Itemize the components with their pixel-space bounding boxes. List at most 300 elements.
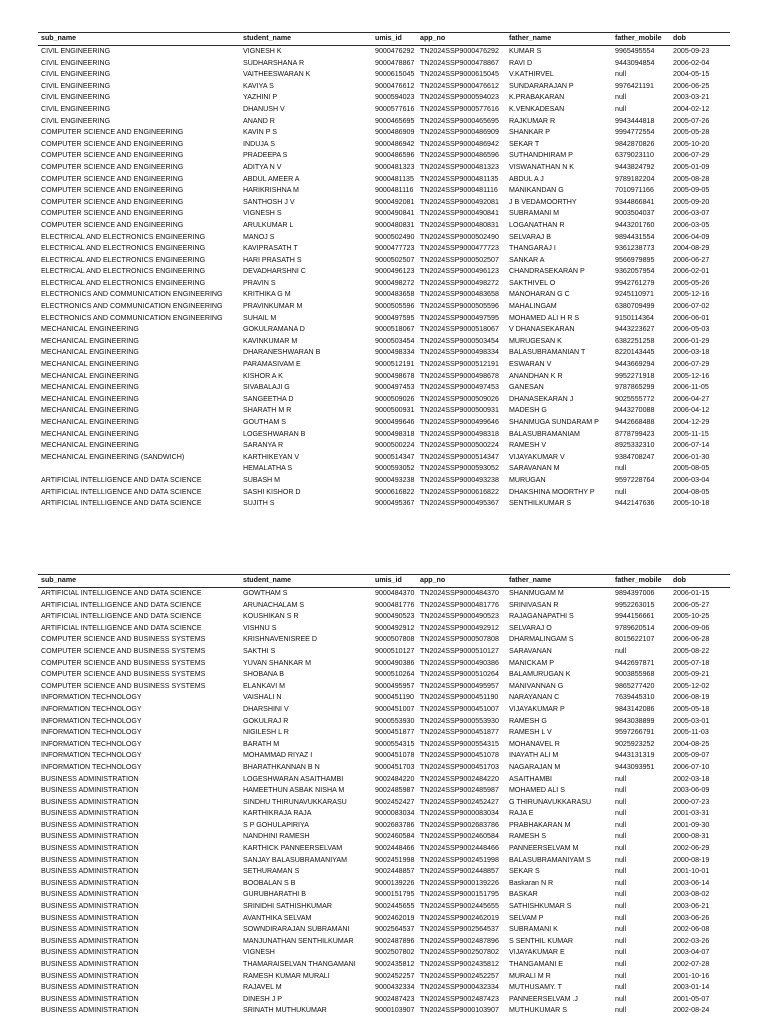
cell-dob: 2001-09-30 <box>673 820 710 829</box>
cell-father_mobile: 9362057954 <box>615 267 655 276</box>
cell-sub_name: ELECTRICAL AND ELECTRONICS ENGINEERING <box>41 267 206 276</box>
cell-sub_name: ELECTRONICS AND COMMUNICATION ENGINEERING <box>41 313 223 322</box>
cell-sub_name: MECHANICAL ENGINEERING (SANDWICH) <box>41 452 185 461</box>
table-row <box>38 866 730 878</box>
cell-dob: 2006-05-03 <box>673 325 710 334</box>
cell-app_no: TN2024SSP9000493238 <box>420 475 499 484</box>
cell-umis_id: 9002452257 <box>375 971 415 980</box>
cell-umis_id: 9000498334 <box>375 348 415 357</box>
cell-student_name: BOOBALAN S B <box>243 878 296 887</box>
table-row <box>38 278 730 290</box>
cell-umis_id: 9000492912 <box>375 623 415 632</box>
table-row <box>38 704 730 716</box>
table-row <box>38 313 730 325</box>
cell-app_no: TN2024SSP9000451007 <box>420 704 499 713</box>
cell-sub_name: BUSINESS ADMINISTRATION <box>41 948 139 957</box>
cell-father_mobile: null <box>615 960 627 968</box>
cell-student_name: SHOBANA B <box>243 670 284 679</box>
table-row <box>38 843 730 855</box>
cell-umis_id: 9002435812 <box>375 960 415 968</box>
cell-father_name: THANGARAJ I <box>509 244 556 253</box>
cell-app_no: TN2024SSP9000083034 <box>420 809 499 818</box>
cell-father_mobile: 7010971166 <box>615 186 654 195</box>
cell-student_name: KISHOR A K <box>243 371 283 380</box>
cell-sub_name: MECHANICAL ENGINEERING <box>41 371 139 380</box>
cell-student_name: RAJAVEL M <box>243 983 282 992</box>
cell-father_name: SRINIVASAN R <box>509 600 559 609</box>
cell-father_name: SELVARAJ O <box>509 623 552 632</box>
cell-father_name: ABDUL A J <box>509 174 544 183</box>
cell-father_mobile: 9865277420 <box>615 681 655 690</box>
cell-father_name: SELVAM P <box>509 913 544 922</box>
table-row <box>38 924 730 936</box>
cell-sub_name: INFORMATION TECHNOLOGY <box>41 762 142 771</box>
cell-app_no: TN2024SSP9000451078 <box>420 751 499 760</box>
cell-father_name: G THIRUNAVUKKARASU <box>509 797 592 806</box>
cell-umis_id: 9000484370 <box>375 589 415 597</box>
cell-app_no: TN2024SSP9000496123 <box>420 267 499 276</box>
cell-student_name: SANJAY BALASUBRAMANIYAM <box>243 855 348 864</box>
cell-student_name: PRAVINKUMAR M <box>243 302 303 311</box>
cell-app_no: TN2024SSP9000484370 <box>420 589 499 597</box>
cell-dob: 2001-05-07 <box>673 994 710 1003</box>
cell-dob: 2005-12-02 <box>673 681 710 690</box>
cell-father_mobile: null <box>615 936 627 945</box>
cell-umis_id: 9000476292 <box>375 47 415 55</box>
cell-dob: 2005-09-20 <box>673 197 710 206</box>
cell-father_mobile: 9894431554 <box>615 232 655 241</box>
table-row <box>38 139 730 151</box>
cell-father_name: DHANASEKARAN J <box>509 394 574 403</box>
cell-dob: 2005-08-05 <box>673 464 710 473</box>
cell-student_name: PARAMASIVAM E <box>243 360 301 369</box>
cell-app_no: TN2024SSP9000594023 <box>420 93 499 102</box>
table-row <box>38 81 730 93</box>
cell-father_name: PRABHAKARAN M <box>509 820 571 829</box>
table-row <box>38 405 730 417</box>
cell-student_name: KARTHICK PANNEERSELVAM <box>243 844 343 853</box>
table-row <box>38 220 730 232</box>
cell-umis_id: 9002445655 <box>375 902 415 911</box>
cell-father_name: SUBRAMANI K <box>509 925 558 934</box>
table-row <box>38 324 730 336</box>
cell-umis_id: 9000615045 <box>375 70 415 79</box>
table-row <box>38 463 730 475</box>
table-header-row <box>38 575 730 588</box>
cell-student_name: VISHNU S <box>243 623 277 632</box>
cell-umis_id: 9002462019 <box>375 913 415 922</box>
cell-sub_name: COMPUTER SCIENCE AND BUSINESS SYSTEMS <box>41 646 206 655</box>
table-header-row <box>38 33 730 46</box>
cell-student_name: GOWTHAM S <box>243 589 288 597</box>
table-row <box>38 750 730 762</box>
cell-sub_name: ARTIFICIAL INTELLIGENCE AND DATA SCIENCE <box>41 499 202 508</box>
cell-sub_name: MECHANICAL ENGINEERING <box>41 394 139 403</box>
cell-sub_name: BUSINESS ADMINISTRATION <box>41 878 139 887</box>
cell-father_name: BALASUBRAMANIAN T <box>509 348 586 357</box>
cell-umis_id: 9002460584 <box>375 832 415 841</box>
cell-app_no: TN2024SSP9000481116 <box>420 186 498 195</box>
cell-sub_name: CIVIL ENGINEERING <box>41 104 111 113</box>
cell-sub_name: BUSINESS ADMINISTRATION <box>41 774 139 783</box>
cell-sub_name: COMPUTER SCIENCE AND BUSINESS SYSTEMS <box>41 658 206 667</box>
cell-father_mobile: null <box>615 774 627 783</box>
cell-sub_name: COMPUTER SCIENCE AND ENGINEERING <box>41 174 184 183</box>
column-header: dob <box>673 576 686 585</box>
table-row <box>38 498 730 510</box>
cell-father_name: J B VEDAMOORTHY <box>509 197 577 206</box>
table-row <box>38 417 730 429</box>
cell-dob: 2006-03-18 <box>673 348 710 357</box>
table-row <box>38 452 730 464</box>
student-table-2 <box>38 574 730 1017</box>
cell-father_mobile: 8015622107 <box>615 635 655 644</box>
cell-father_mobile: 9843142086 <box>615 704 655 713</box>
cell-umis_id: 9000616822 <box>375 487 415 496</box>
cell-umis_id: 9002507802 <box>375 948 415 957</box>
cell-dob: 2003-06-26 <box>673 913 710 922</box>
cell-app_no: TN2024SSP9002683786 <box>420 820 499 829</box>
cell-father_mobile: 9566979895 <box>615 255 655 264</box>
cell-father_mobile: 9942761279 <box>615 278 655 287</box>
table-row <box>38 692 730 704</box>
cell-father_name: SHANKAR P <box>509 128 550 137</box>
cell-umis_id: 9000500224 <box>375 441 415 450</box>
cell-father_mobile: 9442697871 <box>615 658 655 667</box>
cell-father_mobile: null <box>615 913 627 922</box>
cell-umis_id: 9000481323 <box>375 162 415 171</box>
cell-father_mobile: 9952271918 <box>615 371 655 380</box>
table-row <box>38 600 730 612</box>
cell-app_no: TN2024SSP9000139226 <box>420 878 499 887</box>
cell-app_no: TN2024SSP9002448466 <box>420 844 499 853</box>
cell-father_mobile: 9789182204 <box>615 174 655 183</box>
cell-app_no: TN2024SSP9000497595 <box>420 313 499 322</box>
column-header: sub_name <box>41 34 77 43</box>
cell-student_name: GURUBHARATHI B <box>243 890 306 899</box>
cell-dob: 2004-08-29 <box>673 244 710 253</box>
cell-dob: 2005-05-28 <box>673 128 710 137</box>
cell-student_name: SRINATH MUTHUKUMAR <box>243 1006 327 1015</box>
table-row <box>38 243 730 255</box>
table-row <box>38 289 730 301</box>
table-row <box>38 762 730 774</box>
cell-umis_id: 9000490386 <box>375 658 415 667</box>
cell-umis_id: 9000451703 <box>375 762 415 771</box>
cell-sub_name: COMPUTER SCIENCE AND ENGINEERING <box>41 139 184 148</box>
cell-sub_name: BUSINESS ADMINISTRATION <box>41 960 139 968</box>
table-row <box>38 994 730 1006</box>
cell-father_name: MURUGAN <box>509 475 546 484</box>
cell-dob: 2006-04-09 <box>673 232 710 241</box>
table-row <box>38 797 730 809</box>
cell-father_name: SUTHANDHIRAM P <box>509 151 573 160</box>
cell-student_name: KRISHNAVENISREE D <box>243 635 317 644</box>
cell-student_name: NANDHINI RAMESH <box>243 832 310 841</box>
cell-father_name: MANOHARAN G C <box>509 290 570 299</box>
cell-dob: 2005-08-22 <box>673 646 710 655</box>
cell-dob: 2004-05-15 <box>673 70 710 79</box>
cell-app_no: TN2024SSP9002487896 <box>420 936 499 945</box>
cell-father_name: MAHALINGAM <box>509 302 557 311</box>
cell-student_name: SINDHU THIRUNAVUKKARASU <box>243 797 347 806</box>
cell-dob: 2002-06-08 <box>673 925 710 934</box>
cell-father_name: BASKAR <box>509 890 538 899</box>
cell-dob: 2006-01-15 <box>673 589 710 597</box>
cell-father_name: RAJKUMAR R <box>509 116 556 125</box>
cell-father_mobile: 9443131319 <box>615 751 655 760</box>
cell-sub_name: ELECTRICAL AND ELECTRONICS ENGINEERING <box>41 255 206 264</box>
cell-father_mobile: null <box>615 925 627 934</box>
table-row <box>38 611 730 623</box>
cell-app_no: TN2024SSP9000509026 <box>420 394 499 403</box>
cell-app_no: TN2024SSP9000481135 <box>420 174 499 183</box>
cell-student_name: SASHI KISHOR D <box>243 487 301 496</box>
cell-umis_id: 9000490841 <box>375 209 415 218</box>
cell-dob: 2005-09-21 <box>673 670 710 679</box>
table-row <box>38 475 730 487</box>
table-row <box>38 266 730 278</box>
cell-father_mobile: 9943444818 <box>615 116 655 125</box>
cell-father_mobile: 9442668488 <box>615 418 655 426</box>
cell-sub_name: INFORMATION TECHNOLOGY <box>41 728 142 737</box>
cell-sub_name: ARTIFICIAL INTELLIGENCE AND DATA SCIENCE <box>41 623 202 632</box>
cell-father_mobile: null <box>615 93 627 102</box>
cell-umis_id: 9000451190 <box>375 693 414 702</box>
cell-father_name: VIJAYAKUMAR V <box>509 452 565 461</box>
cell-app_no: TN2024SSP9000615045 <box>420 70 499 79</box>
cell-dob: 2006-07-14 <box>673 441 710 450</box>
cell-sub_name: MECHANICAL ENGINEERING <box>41 429 139 438</box>
cell-dob: 2003-08-02 <box>673 890 710 899</box>
cell-app_no: TN2024SSP9000510127 <box>420 646 499 655</box>
cell-father_mobile: null <box>615 902 627 911</box>
cell-father_name: SEKAR S <box>509 867 540 876</box>
cell-app_no: TN2024SSP9000510264 <box>420 670 499 679</box>
cell-sub_name: ARTIFICIAL INTELLIGENCE AND DATA SCIENCE <box>41 475 202 484</box>
cell-student_name: HAMEETHUN ASBAK NISHA M <box>243 786 345 795</box>
cell-student_name: YAZHINI P <box>243 93 278 102</box>
cell-father_mobile: 9597228764 <box>615 475 655 484</box>
cell-student_name: INDUJA S <box>243 139 275 148</box>
cell-father_name: KUMAR S <box>509 47 542 55</box>
table-row <box>38 785 730 797</box>
cell-dob: 2006-08-19 <box>673 693 710 702</box>
table-body <box>38 588 730 1017</box>
cell-dob: 2002-03-18 <box>673 774 710 783</box>
cell-app_no: TN2024SSP9000497453 <box>420 383 499 392</box>
cell-father_name: Baskaran N R <box>509 878 554 887</box>
cell-app_no: TN2024SSP9000518067 <box>420 325 499 334</box>
cell-student_name: BHARATHKANNAN B N <box>243 762 320 771</box>
cell-father_mobile: 9361238773 <box>615 244 655 253</box>
cell-app_no: TN2024SSP9000490386 <box>420 658 499 667</box>
cell-umis_id: 9000451877 <box>375 728 415 737</box>
table-row <box>38 959 730 971</box>
cell-sub_name: ELECTRICAL AND ELECTRONICS ENGINEERING <box>41 232 206 241</box>
cell-student_name: NIGILESH L R <box>243 728 289 737</box>
cell-umis_id: 9000518067 <box>375 325 415 334</box>
cell-student_name: AVANTHIKA SELVAM <box>243 913 312 922</box>
cell-umis_id: 9000594023 <box>375 93 415 102</box>
table-row <box>38 301 730 313</box>
cell-father_mobile: 9245110971 <box>615 290 654 299</box>
cell-sub_name: COMPUTER SCIENCE AND ENGINEERING <box>41 151 184 160</box>
cell-father_name: SANKAR A <box>509 255 545 264</box>
cell-umis_id: 9000498318 <box>375 429 415 438</box>
cell-student_name: SETHURAMAN S <box>243 867 300 876</box>
cell-father_mobile: null <box>615 487 627 496</box>
cell-father_name: THANGAMANI E <box>509 960 563 968</box>
cell-father_name: SHANMUGA SUNDARAM P <box>509 418 599 426</box>
cell-father_mobile: 8220143445 <box>615 348 655 357</box>
cell-father_name: ANANDHAN K R <box>509 371 563 380</box>
cell-dob: 2003-03-21 <box>673 93 710 102</box>
cell-dob: 2006-06-28 <box>673 635 710 644</box>
cell-sub_name: COMPUTER SCIENCE AND BUSINESS SYSTEMS <box>41 635 206 644</box>
cell-sub_name: COMPUTER SCIENCE AND ENGINEERING <box>41 197 184 206</box>
cell-father_name: PANNEERSELVAM M <box>509 844 579 853</box>
table-row <box>38 831 730 843</box>
cell-umis_id: 9002487896 <box>375 936 415 945</box>
cell-father_mobile: null <box>615 971 627 980</box>
cell-dob: 2004-12-29 <box>673 418 710 426</box>
cell-dob: 2005-12-16 <box>673 290 710 299</box>
cell-father_name: BALAMURUGAN K <box>509 670 571 679</box>
cell-sub_name: BUSINESS ADMINISTRATION <box>41 890 139 899</box>
cell-sub_name: MECHANICAL ENGINEERING <box>41 336 139 345</box>
cell-app_no: TN2024SSP9002564537 <box>420 925 499 934</box>
cell-sub_name: MECHANICAL ENGINEERING <box>41 383 139 392</box>
cell-sub_name: MECHANICAL ENGINEERING <box>41 418 139 426</box>
table-row <box>38 46 730 58</box>
cell-sub_name: COMPUTER SCIENCE AND ENGINEERING <box>41 209 184 218</box>
cell-father_name: DHAKSHINA MOORTHY P <box>509 487 595 496</box>
cell-umis_id: 9000151795 <box>375 890 415 899</box>
cell-father_mobile: 8925332310 <box>615 441 655 450</box>
cell-umis_id: 9002451998 <box>375 855 415 864</box>
cell-app_no: TN2024SSP9002448857 <box>420 867 499 876</box>
table-row <box>38 232 730 244</box>
cell-father_mobile: null <box>615 786 627 795</box>
cell-sub_name: BUSINESS ADMINISTRATION <box>41 902 139 911</box>
cell-sub_name: BUSINESS ADMINISTRATION <box>41 913 139 922</box>
cell-father_name: VISWANATHAN N K <box>509 162 575 171</box>
column-header: app_no <box>420 576 446 585</box>
cell-father_mobile: 9384708247 <box>615 452 655 461</box>
cell-sub_name: CIVIL ENGINEERING <box>41 93 111 102</box>
cell-father_name: SUNDARARAJAN P <box>509 81 574 90</box>
cell-father_name: MUTHUKUMAR S <box>509 1006 567 1015</box>
cell-student_name: SHARATH M R <box>243 406 292 415</box>
cell-dob: 2006-07-02 <box>673 302 710 311</box>
cell-app_no: TN2024SSP9000451703 <box>420 762 499 771</box>
cell-father_mobile: 9965495554 <box>615 47 655 55</box>
cell-dob: 2006-04-12 <box>673 406 710 415</box>
cell-father_name: RAJAGANAPATHI S <box>509 612 574 621</box>
cell-dob: 2004-02-12 <box>673 104 710 113</box>
cell-dob: 2004-08-25 <box>673 739 710 748</box>
table-row <box>38 878 730 890</box>
column-header: father_mobile <box>615 34 662 43</box>
cell-app_no: TN2024SSP9002452257 <box>420 971 499 980</box>
cell-umis_id: 9000465695 <box>375 116 415 125</box>
cell-dob: 2003-06-14 <box>673 878 710 887</box>
cell-father_name: RAMESH V <box>509 441 547 450</box>
cell-father_name: RAMESH L V <box>509 728 552 737</box>
cell-father_mobile: null <box>615 855 627 864</box>
table-row <box>38 1005 730 1017</box>
cell-dob: 2002-08-24 <box>673 1006 710 1015</box>
cell-father_name: RAVI D <box>509 58 533 67</box>
cell-dob: 2000-08-31 <box>673 832 710 841</box>
cell-umis_id: 9000505596 <box>375 302 415 311</box>
cell-student_name: DHARANESHWARAN B <box>243 348 321 357</box>
cell-umis_id: 9000496123 <box>375 267 415 276</box>
cell-dob: 2006-03-05 <box>673 220 710 229</box>
cell-student_name: PRAVIN S <box>243 278 276 287</box>
cell-father_name: VIJAYAKUMAR E <box>509 948 565 957</box>
cell-father_mobile: 9952263015 <box>615 600 655 609</box>
cell-dob: 2005-03-01 <box>673 716 710 725</box>
cell-student_name: ADITYA N V <box>243 162 282 171</box>
cell-app_no: TN2024SSP9002507802 <box>420 948 499 957</box>
cell-student_name: SUHAIL M <box>243 313 277 322</box>
cell-dob: 2003-04-07 <box>673 948 710 957</box>
cell-umis_id: 9000512191 <box>375 360 415 369</box>
cell-dob: 2003-06-21 <box>673 902 710 911</box>
cell-father_mobile: null <box>615 832 627 841</box>
table-row <box>38 889 730 901</box>
table-row <box>38 69 730 81</box>
cell-dob: 2006-07-10 <box>673 762 710 771</box>
cell-dob: 2005-10-25 <box>673 612 710 621</box>
table-row <box>38 371 730 383</box>
cell-sub_name: BUSINESS ADMINISTRATION <box>41 855 139 864</box>
cell-dob: 2005-07-18 <box>673 658 710 667</box>
cell-dob: 2005-09-23 <box>673 47 710 55</box>
cell-student_name: KAVIN P S <box>243 128 278 137</box>
cell-father_mobile: 9443201760 <box>615 220 655 229</box>
cell-father_mobile: null <box>615 809 627 818</box>
cell-father_name: MUTHUSAMY. T <box>509 983 562 992</box>
cell-umis_id: 9000492081 <box>375 197 415 206</box>
cell-sub_name: INFORMATION TECHNOLOGY <box>41 751 142 760</box>
table-row <box>38 174 730 186</box>
cell-app_no: TN2024SSP9002484220 <box>420 774 499 783</box>
cell-umis_id: 9000481116 <box>375 186 414 195</box>
table-row <box>38 588 730 600</box>
table-row <box>38 716 730 728</box>
cell-father_name: RAMESH S <box>509 832 547 841</box>
column-header: umis_id <box>375 34 402 43</box>
cell-dob: 2006-03-07 <box>673 209 710 218</box>
cell-father_mobile: 9344866841 <box>615 197 655 206</box>
cell-student_name: DEVADHARSHNI C <box>243 267 306 276</box>
cell-sub_name: CIVIL ENGINEERING <box>41 70 111 79</box>
cell-dob: 2005-07-26 <box>673 116 710 125</box>
cell-father_name: VIJAYAKUMAR P <box>509 704 565 713</box>
cell-umis_id: 9000432334 <box>375 983 415 992</box>
column-header: father_mobile <box>615 576 662 585</box>
cell-dob: 2005-10-20 <box>673 139 710 148</box>
cell-father_mobile: null <box>615 994 627 1003</box>
cell-student_name: HEMALATHA S <box>243 464 293 473</box>
cell-app_no: TN2024SSP9000553930 <box>420 716 499 725</box>
table-row <box>38 162 730 174</box>
cell-umis_id: 9000502507 <box>375 255 415 264</box>
cell-app_no: TN2024SSP9000451190 <box>420 693 499 702</box>
